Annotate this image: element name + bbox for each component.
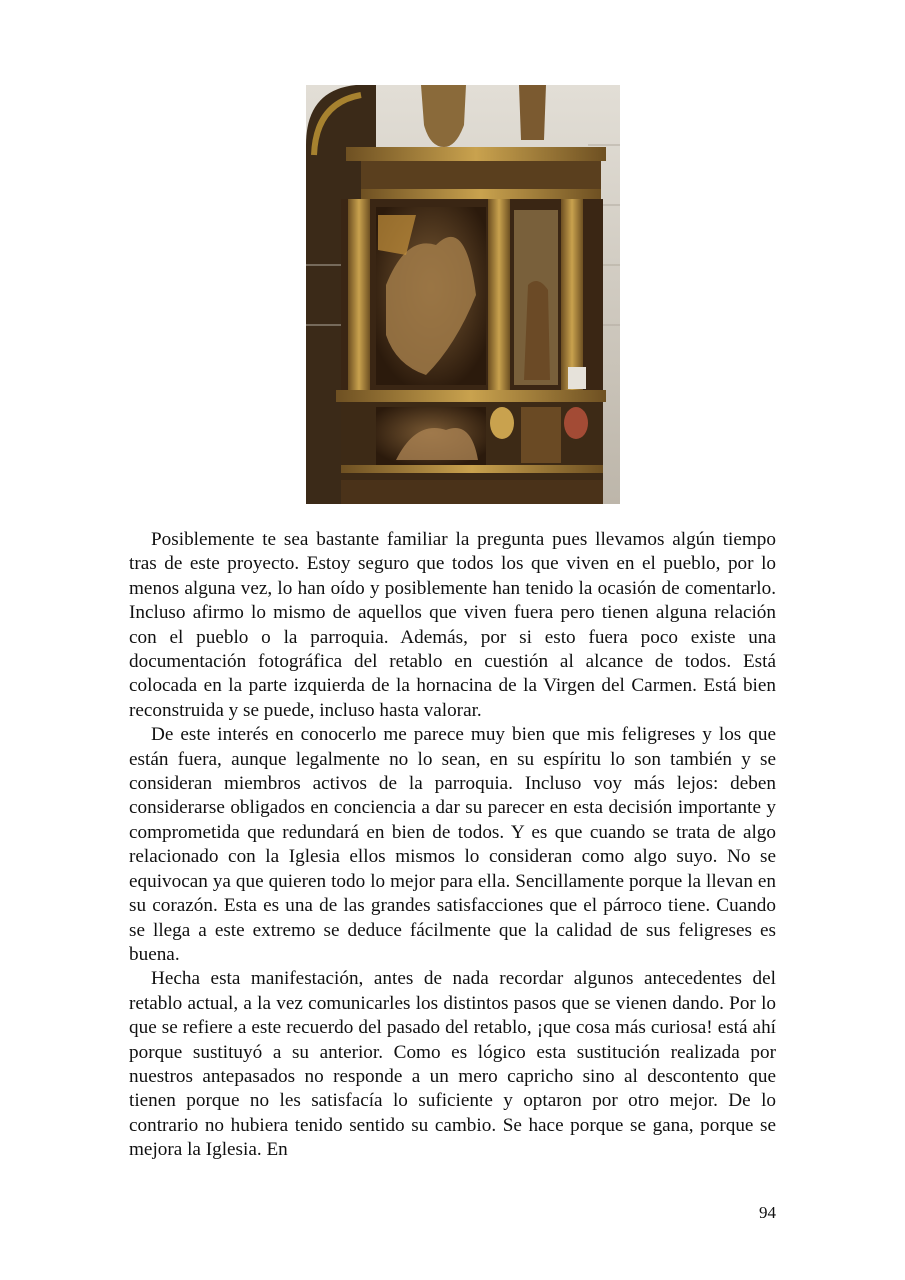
page-number: 94: [759, 1203, 776, 1222]
body-text: [129, 528, 776, 1163]
paragraph-2: De este interés en conocerlo me parece muy bien que mis feligreses y los que están fuera, aunque legalmente no lo sean, en su espíritu lo son también y se consideran miembros activos de la parroquia. Incluso voy más lejos: deben considerarse obligados en conciencia a dar su parecer en esta decisión importante y comprometida que redundará en bien de todos. Y es que cuando se trata de algo relacionado con la Iglesia ellos mismos lo consideran como algo suyo. No se equivocan ya que quieren todo lo mejor para ella. Sencillamente porque la llevan en su corazón. Esta es una de las grandes satisfacciones que el párroco tiene. Cuando se llega a este extremo se deduce fácilmente que la calidad de sus feligreses es buena.: [129, 724, 776, 965]
paragraph-1: Posiblemente te sea bastante familiar la pregunta pues llevamos algún tiempo tras de este proyecto. Estoy seguro que todos los que viven en el pueblo, por lo menos alguna vez, lo han oído y posiblemente han tenido la ocasión de comentarlo. Incluso afirmo lo mismo de aquellos que viven fuera pero tienen alguna relación con el pueblo o la parroquia. Además, por si esto fuera poco existe una documentación fotográfica del retablo en cuestión al alcance de todos. Está colocada en la parte izquierda de la hornacina de la Virgen del Carmen. Está bien reconstruida y se puede, incluso hasta valorar.: [129, 529, 776, 721]
altarpiece-photo: [306, 85, 620, 504]
paragraph-3: Hecha esta manifestación, antes de nada recordar algunos antecedentes del retablo actual, a la vez comunicarles los distintos pasos que se vienen dando. Por lo que se refiere a este recuerdo del pasado del retablo, ¡que cosa más curiosa! está ahí porque sustituyó a su anterior. Como es lógico esta sustitución realizada por nuestros antepasados no responde a un mero capricho sino al descontento que tienen porque no les satisfacía lo suficiente y optaron por otro mejor. De lo contrario no hubiera tenido sentido su cambio. Se hace porque se gana, porque se mejora la Iglesia. En: [129, 968, 776, 1161]
altarpiece-illustration: [306, 85, 620, 504]
